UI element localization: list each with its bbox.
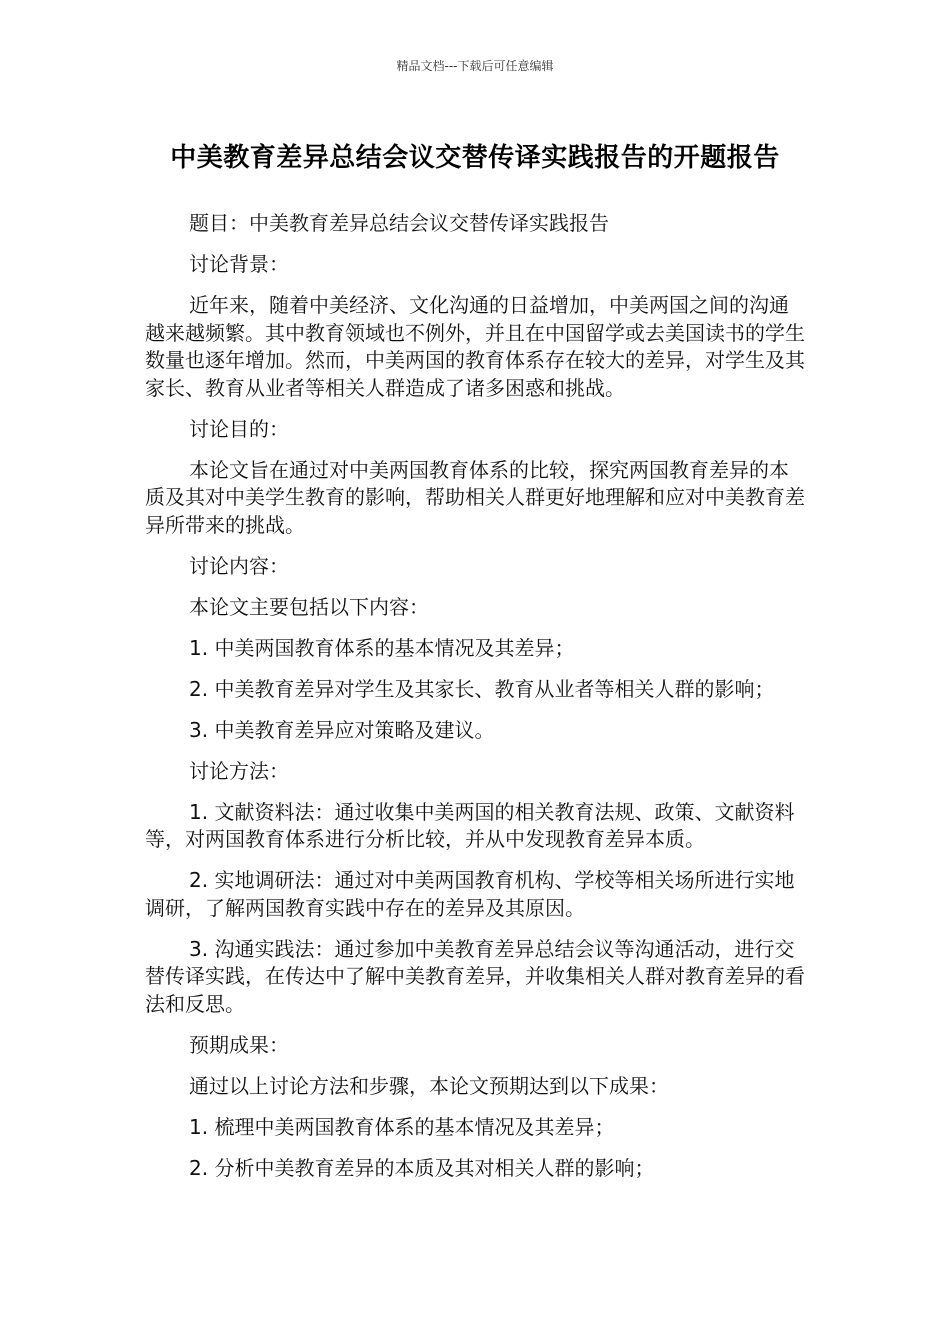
document-title: 中美教育差异总结会议交替传译实践报告的开题报告 (170, 143, 780, 173)
list-item-outcome: 2. 分析中美教育差异的本质及其对相关人群的影响； (189, 1155, 655, 1180)
paragraph-outcomes-intro: 通过以上讨论方法和步骤，本论文预期达到以下成果： (189, 1073, 669, 1098)
paragraph-topic: 题目：中美教育差异总结会议交替传译实践报告 (189, 211, 609, 235)
list-item-content: 3. 中美教育差异应对策略及建议。 (189, 717, 495, 742)
paragraph-purpose: 本论文旨在通过对中美两国教育体系的比较，探究两国教育差异的本质及其对中美学生教育的影响，帮助相关人群更好地理解和应对中美教育差异所带来的挑战。 (145, 457, 805, 537)
section-heading-outcomes: 预期成果： (189, 1032, 289, 1057)
section-heading-method: 讨论方法： (189, 758, 289, 783)
list-item-method: 2. 实地调研法：通过对中美两国教育机构、学校等相关场所进行实地调研，了解两国教育实践中存在的差异及其原因。 (145, 868, 795, 920)
list-item-method: 3. 沟通实践法：通过参加中美教育差异总结会议等沟通活动，进行交替传译实践，在传达中了解中美教育差异，并收集相关人群对教育差异的看法和反思。 (145, 936, 805, 1016)
section-heading-purpose: 讨论目的： (189, 416, 289, 441)
section-heading-background: 讨论背景： (189, 252, 289, 276)
list-item-content: 1. 中美两国教育体系的基本情况及其差异； (189, 635, 575, 660)
section-heading-content: 讨论内容： (189, 553, 289, 578)
document-body (145, 210, 805, 1196)
paragraph-background: 近年来，随着中美经济、文化沟通的日益增加，中美两国之间的沟通越来越频繁。其中教育领域也不例外，并且在中国留学或去美国读书的学生数量也逐年增加。然而，中美两国的教育体系存在较大的差异，对学生及其家长、教育从业者等相关人群造成了诸多困惑和挑战。 (145, 293, 805, 400)
page-header-note: 精品文档---下载后可任意编辑 (396, 59, 554, 73)
list-item-outcome: 1. 梳理中美两国教育体系的基本情况及其差异； (189, 1114, 615, 1139)
list-item-method: 1. 文献资料法：通过收集中美两国的相关教育法规、政策、文献资料等，对两国教育体系进行分析比较，并从中发现教育差异本质。 (145, 799, 795, 851)
list-item-content: 2. 中美教育差异对学生及其家长、教育从业者等相关人群的影响； (189, 676, 775, 701)
paragraph-content-intro: 本论文主要包括以下内容： (189, 594, 429, 619)
